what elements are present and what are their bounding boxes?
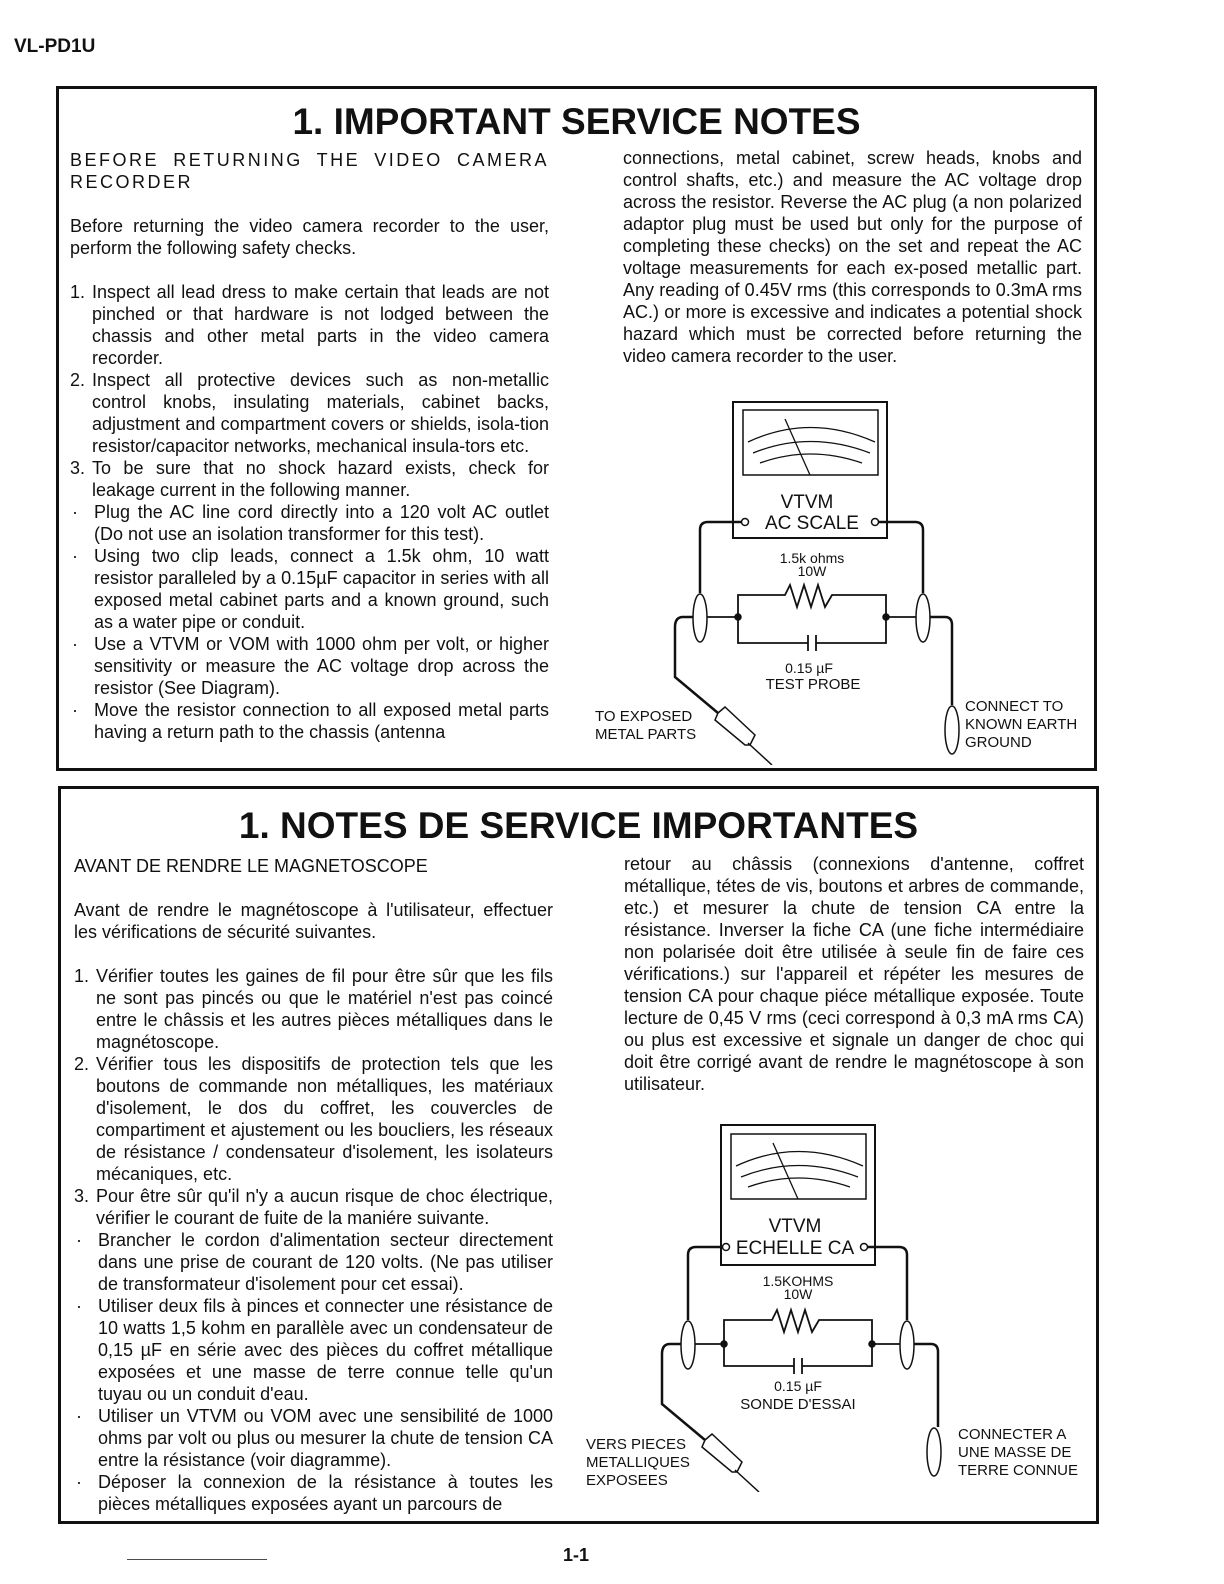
bullet-item: · Brancher le cordon d'alimentation secteur directement dans une prise de courant de 120 volts. (Ne pas utiliser de transformateur d'isolement pour cet essai). <box>74 1229 553 1295</box>
test-probe-label: TEST PROBE <box>765 676 861 693</box>
section-title: 1. IMPORTANT SERVICE NOTES <box>292 101 861 142</box>
exposed-parts-label: EXPOSEES <box>586 1472 668 1489</box>
meter-label: VTVM <box>768 1216 822 1237</box>
test-probe-label: SONDE D'ESSAI <box>740 1396 856 1413</box>
wattage-label: 10W <box>783 1286 813 1302</box>
list-item <box>74 1185 553 1229</box>
list-item <box>74 965 553 1053</box>
item-number: 2. <box>74 1054 90 1074</box>
page-number: 1-1 <box>563 1545 590 1565</box>
earth-ground-label: UNE MASSE DE <box>958 1444 1072 1461</box>
earth-ground-label: CONNECTER A <box>958 1426 1067 1443</box>
scale-label: AC SCALE <box>765 513 859 534</box>
earth-ground-label: CONNECT TO <box>965 698 1064 715</box>
probe-icon <box>715 707 772 765</box>
right-column: connections, metal cabinet, screw heads, knobs and control shafts, etc.) and measure the AC voltage drop across the resistor. Reverse the AC plug (a non polarized adaptor plug must be used but only for the purpose of completing these checks) on the set and repeat the AC voltage measurements for each ex-posed metallic part. Any reading of 0.45V rms (this corresponds to 0.3mA rms AC.) or more is excessive and indicates a potential shock hazard which must be corrected before returning the video camera recorder to the user. <box>623 148 1082 366</box>
list-item <box>70 281 549 369</box>
exposed-parts-label: METAL PARTS <box>595 726 697 743</box>
list-item <box>74 1053 553 1185</box>
item-number: 3. <box>74 1186 90 1206</box>
list-item <box>70 369 549 457</box>
list-item <box>70 457 549 501</box>
scale-label: ECHELLE CA <box>735 1238 855 1259</box>
earth-ground-label: GROUND <box>965 734 1032 751</box>
item-text: To be sure that no shock hazard exists, check for leakage current in the following manner. <box>92 458 549 500</box>
meter-label: VTVM <box>780 492 834 513</box>
leakage-test-diagram <box>584 1122 1094 1492</box>
section-heading: BEFORE RETURNING THE VIDEO CAMERA RECORDER <box>70 150 549 192</box>
resistor-label: 1.5KOHMS <box>762 1273 834 1289</box>
item-text: Inspect all protective devices such as non-metallic control knobs, insulating materials, cabinet backs, adjustment and compartment covers or shields, isola-tion resistor/capacitor networks, mechanical insula-tors etc. <box>92 370 549 456</box>
capacitor-label: 0.15 µF <box>774 1378 822 1394</box>
item-number: 2. <box>70 370 86 390</box>
item-number: 3. <box>70 458 86 478</box>
item-number: 1. <box>74 966 90 986</box>
item-text: Inspect all lead dress to make certain that leads are not pinched or that hardware is not lodged between the chassis and other metal parts in the video camera recorder. <box>92 282 549 368</box>
meter-screen <box>743 410 878 475</box>
model-number: VL-PD1U <box>14 36 96 57</box>
intro-text: Avant de rendre le magnétoscope à l'utilisateur, effectuer les vérifications de sécurité suivantes. <box>74 900 553 942</box>
exposed-parts-label: METALLIQUES <box>586 1454 690 1471</box>
section-heading: AVANT DE RENDRE LE MAGNETOSCOPE <box>74 856 428 876</box>
bullet-item: · Déposer la connexion de la résistance à toutes les pièces métalliques exposées ayant un parcours de <box>74 1471 553 1515</box>
intro-text: Before returning the video camera recorder to the user, perform the following safety checks. <box>70 216 549 258</box>
footer-rule <box>127 1559 267 1560</box>
right-column: retour au châssis (connexions d'antenne, coffret métallique, tétes de vis, boutons et arbres de commande, etc.) et mesurer la chute de tension CA entre la résistance. Inverser la fiche CA (une fiche intermédiaire non polarisée doit être utilisée à seule fin de faire ces vérifications.) sur l'appareil et répéter les mesures de tension CA pour chaque piéce métallique exposée. Toute lecture de 0,45 V rms (ceci correspond à 0,3 mA rms CA) ou plus est excessive et signale un danger de choc qui doit être corrigé avant de rendre le magnétoscope à son utilisateur. <box>624 854 1084 1094</box>
resistor-label: 1.5k ohms <box>779 550 845 566</box>
left-column <box>70 149 549 743</box>
probe-icon <box>702 1434 759 1492</box>
bullet-item: · Use a VTVM or VOM with 1000 ohm per volt, or higher sensitivity or measure the AC voltage drop across the resistor (See Diagram). <box>70 633 549 699</box>
earth-ground-label: TERRE CONNUE <box>958 1462 1079 1479</box>
exposed-parts-label: TO EXPOSED <box>595 708 693 725</box>
wattage-label: 10W <box>797 563 827 579</box>
bullet-item: · Using two clip leads, connect a 1.5k ohm, 10 watt resistor paralleled by a 0.15µF capacitor in series with all exposed metal cabinet parts and a known ground, such as a water pipe or conduit. <box>70 545 549 633</box>
bullet-item: · Plug the AC line cord directly into a 120 volt AC outlet (Do not use an isolation transformer for this test). <box>70 501 549 545</box>
section-title: 1. NOTES DE SERVICE IMPORTANTES <box>238 805 919 846</box>
item-text: Vérifier tous les dispositifs de protection tels que les boutons de commande non métalliques, les matériaux d'isolement, le dos du coffret, les couvercles de compartiment et ajustement ou les boucliers, les réseaux de résistance / condensateur d'isolement, les isolateurs mécaniques, etc. <box>96 1054 553 1184</box>
leakage-test-diagram <box>590 395 1090 765</box>
earth-ground-label: KNOWN EARTH <box>965 716 1078 733</box>
bullet-item: · Utiliser deux fils à pinces et connecter une résistance de 10 watts 1,5 kohm en parallèle avec un condensateur de 0,15 µF en série avec des pièces du coffret métallique exposées et une masse de terre connue telle qu'un tuyau ou un conduit d'eau. <box>74 1295 553 1405</box>
bullet-item: · Move the resistor connection to all exposed metal parts having a return path to the chassis (antenna <box>70 699 549 743</box>
item-text: Pour être sûr qu'il n'y a aucun risque de choc électrique, vérifier le courant de fuite de la maniére suivante. <box>96 1186 553 1228</box>
bullet-item: · Utiliser un VTVM ou VOM avec une sensibilité de 1000 ohms par volt ou plus ou mesurer la chute de tension CA entre la résistance (voir diagramme). <box>74 1405 553 1471</box>
meter-screen <box>731 1134 866 1199</box>
capacitor-label: 0.15 µF <box>785 660 833 676</box>
exposed-parts-label: VERS PIECES <box>586 1436 687 1453</box>
item-number: 1. <box>70 282 86 302</box>
left-column <box>74 855 553 1515</box>
item-text: Vérifier toutes les gaines de fil pour être sûr que les fils ne sont pas pincés ou que le matériel n'est pas coincé entre le châssis et les autres pièces métalliques dans le magnétoscope. <box>96 966 553 1052</box>
